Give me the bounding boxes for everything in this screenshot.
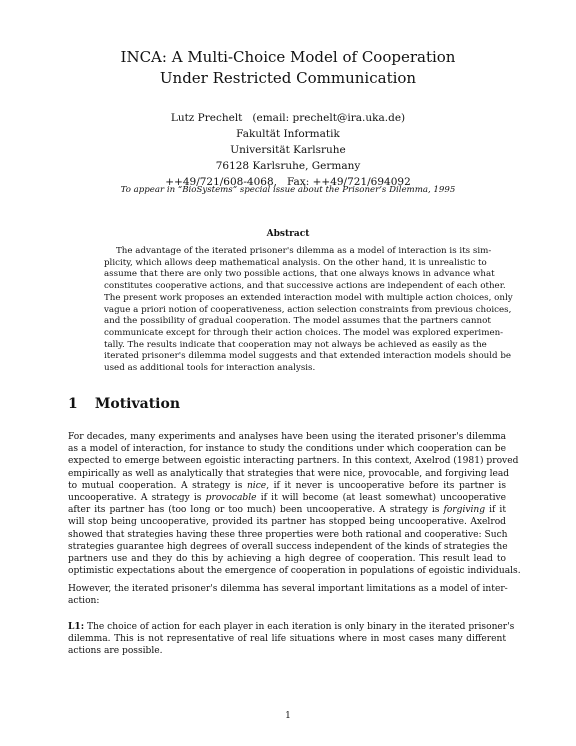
paragraph-line: will stop being uncooperative, provided its partner has stopped being uncooperative. Axelrod	[68, 517, 506, 528]
paragraph-line	[68, 492, 506, 504]
paragraph-line: partners use and they do this by achieving a high degree of cooperation. This result lead to	[68, 554, 506, 565]
paragraph-line: optimistic expectations about the emergence of cooperation in populations of egoistic individuals.	[68, 566, 521, 577]
paper-title	[0, 47, 576, 89]
term-forgiving: forgiving	[443, 505, 486, 516]
paragraph-line: However, the iterated prisoner's dilemma has several important limitations as a model of inter-	[68, 584, 508, 594]
paragraph-limitation-l1	[68, 621, 515, 658]
text-run: , if it never is uncooperative before its partner is	[266, 480, 506, 491]
paragraph-line: actions are possible.	[68, 646, 163, 657]
paragraph-line: expected to emerge between egoistic interacting partners. In this context, Axelrod (1981) proved	[68, 456, 519, 467]
abstract-line: communicate except for through their action choices. The model was explored experimen-	[104, 327, 504, 338]
abstract-line: vague a priori notion of cooperativeness, action selection constraints from previous choices,	[104, 304, 512, 315]
text-run: A strategy is	[180, 480, 247, 491]
abstract-line: iterated prisoner's dilemma model suggests and that extended interaction models should be	[104, 351, 512, 362]
author-faculty: Fakultät Informatik	[236, 128, 340, 140]
author-phone-fax: ++49/721/608-4068, Fax: ++49/721/694092	[165, 176, 411, 188]
paragraph-line: action:	[68, 596, 100, 607]
paragraph-line	[68, 504, 506, 516]
abstract-line: and the possibility of gradual cooperation. The model assumes that the partners cannot	[104, 316, 491, 327]
paragraph-line: showed that strategies having these three properties were both rational and cooperative: Such	[68, 529, 508, 540]
page-number: 1	[285, 711, 291, 721]
abstract-line: assume that there are only two possible actions, that one always knows in advance what	[104, 269, 495, 280]
abstract-line: used as additional tools for interaction analysis.	[104, 363, 316, 374]
paragraph-line	[68, 480, 506, 492]
paragraph-line: dilemma. This is not representative of real life situations where in most cases many different	[68, 634, 506, 645]
paragraph-line: For decades, many experiments and analyses have been using the iterated prisoner's dilemma	[68, 432, 506, 442]
limitation-label: L1:	[68, 621, 85, 632]
section-heading	[68, 396, 180, 412]
abstract-line: constitutes cooperative actions, and that successive actions are independent of each other.	[104, 281, 506, 292]
author-name-email: Lutz Prechelt (email: prechelt@ira.uka.de)	[170, 112, 406, 124]
title-line-1: INCA: A Multi-Choice Model of Cooperation	[120, 48, 456, 66]
abstract-text	[104, 246, 513, 375]
paragraph-line: strategies guarantee high degrees of overall success independent of the kinds of strategies the	[68, 541, 508, 552]
publication-note: To appear in “BioSystems” special issue about the Prisoner’s Dilemma, 1995	[120, 185, 456, 195]
paragraph-limitations-intro	[68, 583, 506, 607]
paragraph-line	[68, 621, 515, 633]
abstract-line: plicity, which allows deep mathematical analysis. On the other hand, it is unrealistic to	[104, 257, 487, 268]
term-provocable: provocable	[205, 493, 257, 504]
text-run: uncooperative. A strategy is	[68, 493, 206, 504]
text-run: if it will become (at least somewhat) uncooperative	[256, 493, 506, 504]
text-run: after its partner has (too long or too much) been uncooperative. A strategy is	[68, 505, 444, 516]
text-run: The choice of action for each player in each iteration is only binary in the iterated prisoner's	[84, 622, 515, 632]
author-university: Universität Karlsruhe	[230, 144, 346, 156]
abstract-line: The advantage of the iterated prisoner's dilemma as a model of interaction is its sim-	[116, 246, 492, 256]
section-number: 1	[68, 396, 78, 412]
paragraph-line: empirically as well as analytically that strategies that were nice, provocable, and forgiving lead	[68, 468, 510, 479]
abstract-heading: Abstract	[266, 229, 310, 239]
abstract-line: The present work proposes an extended interaction model with multiple action choices, only	[104, 292, 513, 303]
title-line-2: Under Restricted Communication	[159, 69, 417, 87]
paragraph-motivation	[68, 431, 521, 577]
paragraph-line: as a model of interaction, for instance to study the conditions under which cooperation can be	[68, 444, 506, 455]
section-title: Motivation	[94, 396, 181, 412]
term-nice: nice	[246, 480, 267, 491]
author-block	[0, 110, 576, 190]
text-run: to mutual cooperation.	[68, 480, 177, 491]
text-run: if it	[485, 505, 506, 516]
abstract-line: tally. The results indicate that cooperation may not always be achieved as easily as the	[104, 339, 487, 350]
author-address: 76128 Karlsruhe, Germany	[215, 160, 361, 172]
